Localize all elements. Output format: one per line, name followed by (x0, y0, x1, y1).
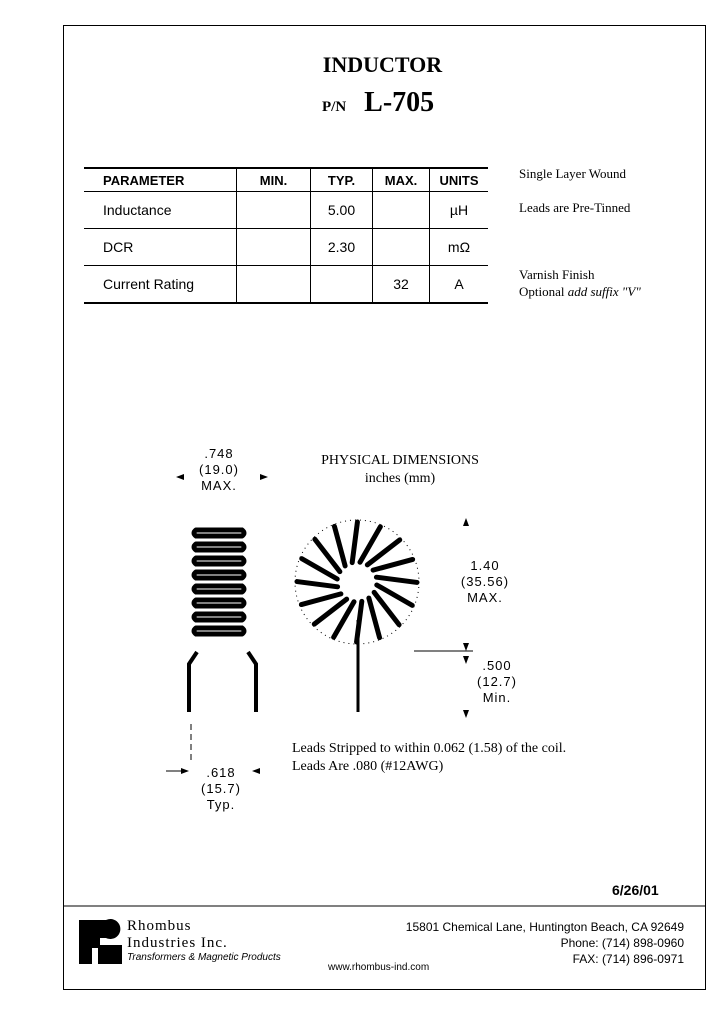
dim-text: Typ. (206, 797, 236, 812)
col-header: MAX. (373, 168, 430, 192)
fax: FAX: (714) 896-0971 (572, 952, 684, 966)
dim-text: MAX. (467, 590, 503, 605)
note-option-text: Optional (519, 284, 568, 299)
rhombus-logo (79, 919, 122, 964)
winding-turn (194, 530, 244, 536)
pn-label: P/N (322, 99, 347, 115)
website-link[interactable]: www.rhombus-ind.com (328, 962, 430, 973)
cell: µH (430, 192, 489, 229)
note-finish: Varnish Finish (519, 267, 595, 282)
cell: 32 (373, 266, 430, 304)
note-leads: Leads are Pre-Tinned (519, 200, 631, 215)
dimension-arrows (176, 474, 469, 774)
dim-text: (12.7) (477, 674, 517, 689)
note-winding: Single Layer Wound (519, 166, 627, 181)
col-header: MIN. (237, 168, 311, 192)
company-line2: Industries Inc. (127, 935, 228, 951)
toroid-turn (334, 526, 345, 566)
company-name (127, 918, 228, 952)
winding-turn (194, 586, 244, 592)
side-view-coil (194, 530, 244, 634)
toroid-turn (297, 582, 338, 587)
revision-date: 6/26/01 (612, 882, 659, 898)
doc-title: INDUCTOR (322, 52, 443, 77)
toroid-turn (369, 598, 380, 638)
winding-turn (194, 628, 244, 634)
dimensions-title: PHYSICAL DIMENSIONS (321, 453, 479, 468)
lead-note-stripped: Leads Stripped to within 0.062 (1.58) of the coil. (292, 741, 567, 756)
cell: 5.00 (311, 192, 373, 229)
company-tagline: Transformers & Magnetic Products (127, 952, 281, 963)
dim-text: (35.56) (460, 574, 510, 589)
winding-turn (194, 572, 244, 578)
winding-turn (194, 614, 244, 620)
cell: DCR (84, 229, 237, 266)
contact-info (406, 919, 684, 967)
cell: A (430, 266, 489, 304)
cell: 2.30 (311, 229, 373, 266)
dim-text: MAX. (201, 478, 237, 493)
cell: Inductance (84, 192, 237, 229)
side-view-leads (189, 652, 256, 712)
company-line1: Rhombus (127, 918, 192, 934)
dim-text: .618 (206, 765, 236, 780)
toroid-turn (352, 522, 357, 563)
phone: Phone: (714) 898-0960 (560, 936, 684, 950)
col-header: TYP. (311, 168, 373, 192)
col-header: PARAMETER (84, 168, 237, 192)
cell: mΩ (430, 229, 489, 266)
dim-text: Min. (482, 690, 512, 705)
dim-text: (15.7) (201, 781, 241, 796)
toroid-turn (373, 559, 413, 570)
winding-turn (194, 544, 244, 550)
col-header: UNITS (430, 168, 489, 192)
winding-turn (194, 600, 244, 606)
pn-value: L-705 (364, 87, 435, 118)
winding-turn (194, 558, 244, 564)
dim-text: (19.0) (199, 462, 239, 477)
lead-note-gauge: Leads Are .080 (#12AWG) (292, 759, 444, 774)
dim-text: 1.40 (470, 558, 500, 573)
dimensions-units: inches (mm) (364, 471, 436, 486)
note-option-suffix: add suffix "V" (567, 284, 641, 299)
dim-text: .748 (204, 446, 234, 461)
toroid-turn (301, 594, 341, 605)
address: 15801 Chemical Lane, Huntington Beach, CA 92649 (405, 920, 684, 934)
dim-text: .500 (482, 658, 512, 673)
toroid-turn (376, 577, 417, 582)
cell: Current Rating (84, 266, 237, 304)
